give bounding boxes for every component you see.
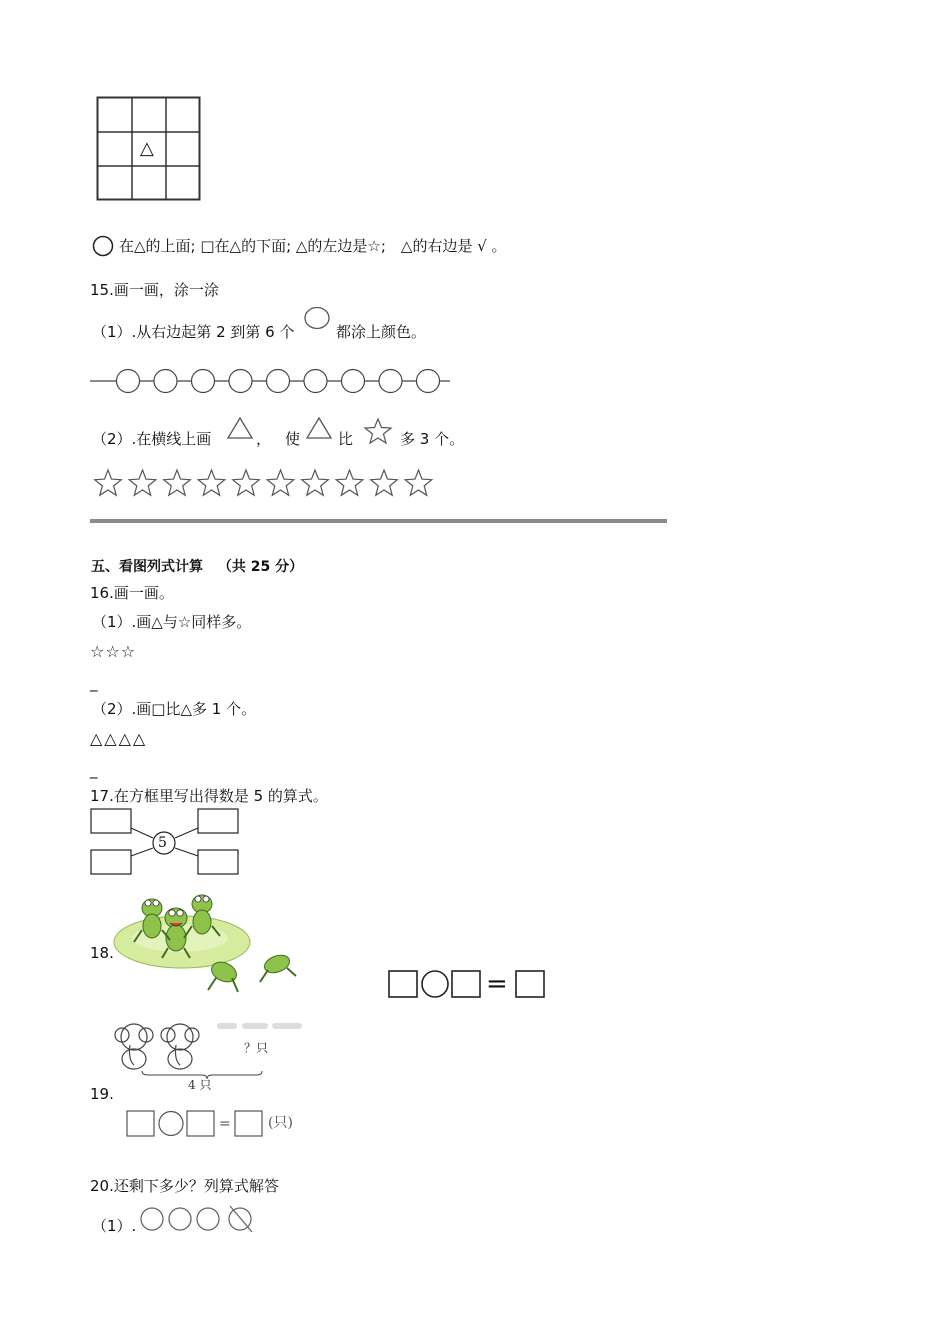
total-label: 4 只	[188, 1078, 212, 1092]
section-score: （共 25 分）	[217, 559, 304, 575]
section-title: 五、看图列式计算	[91, 559, 203, 575]
q16-part2-blank: _	[90, 761, 98, 779]
q15-part2-shi: 使	[285, 430, 301, 448]
q15-part2-prefix: （2）.在横线上画	[92, 430, 212, 448]
circle-row	[90, 367, 452, 395]
triangle-icon	[226, 416, 254, 440]
q20-part1: （1）.	[92, 1217, 137, 1235]
star-icon	[336, 470, 363, 495]
answer-box[interactable]	[516, 971, 544, 997]
star-row	[92, 469, 442, 497]
paint-circle[interactable]	[417, 370, 440, 393]
star-icon	[164, 470, 191, 495]
bond-center-number: 5	[158, 835, 167, 851]
star-icon	[267, 470, 294, 495]
paint-circle[interactable]	[117, 370, 140, 393]
q15-part1-suffix: 都涂上颜色。	[336, 323, 427, 341]
paint-circle[interactable]	[379, 370, 402, 393]
answer-box[interactable]	[452, 971, 480, 997]
q15-part2-comma: ，	[256, 430, 272, 448]
q18-label: 18.	[90, 944, 114, 962]
q14-instruction: 在△的上面; □在△的下面; △的左边是☆; △的右边是 √ 。	[119, 237, 507, 255]
star-icon	[198, 470, 225, 495]
question-label: ？只	[244, 1041, 269, 1055]
triangle-icon	[305, 416, 333, 440]
q17-title: 17.在方框里写出得数是 5 的算式。	[90, 787, 328, 805]
star-icon	[95, 470, 122, 495]
q16-part1-stars: ☆☆☆	[90, 642, 137, 661]
answer-box[interactable]	[389, 971, 417, 997]
q15-part2-bi: 比	[338, 430, 354, 448]
equals-sign: =	[219, 1116, 231, 1132]
q16-part2-triangles: △△△△	[90, 729, 148, 748]
paint-circle[interactable]	[154, 370, 177, 393]
elephants-illustration	[112, 1015, 312, 1095]
q20-title: 20.还剩下多少？列算式解答	[90, 1177, 279, 1195]
equals-sign: =	[486, 969, 508, 999]
q15-part1-prefix: （1）.从右边起第 2 到第 6 个	[92, 323, 295, 341]
paint-circle[interactable]	[304, 370, 327, 393]
circle-icon	[92, 235, 114, 257]
paint-circle[interactable]	[267, 370, 290, 393]
q16-part2: （2）.画□比△多 1 个。	[92, 700, 257, 718]
q19-label: 19.	[90, 1085, 114, 1103]
star-icon	[233, 470, 260, 495]
circle-icon	[303, 306, 331, 330]
section-heading	[91, 556, 303, 576]
frogs-illustration	[112, 890, 307, 1005]
q15-part2-suffix: 多 3 个。	[400, 430, 465, 448]
grid-triangle: △	[140, 138, 154, 159]
q16-part1-blank: _	[90, 674, 98, 692]
operator-circle[interactable]	[422, 971, 448, 997]
star-icon	[405, 470, 432, 495]
star-icon	[302, 470, 329, 495]
paint-circle[interactable]	[192, 370, 215, 393]
divider	[90, 519, 667, 523]
q15-title: 15.画一画，涂一涂	[90, 281, 219, 299]
star-icon	[362, 418, 394, 444]
q16-part1: （1）.画△与☆同样多。	[92, 613, 252, 631]
star-icon	[371, 470, 398, 495]
q16-title: 16.画一画。	[90, 584, 174, 602]
star-icon	[129, 470, 156, 495]
equation-template	[388, 970, 546, 998]
paint-circle[interactable]	[342, 370, 365, 393]
paint-circle[interactable]	[229, 370, 252, 393]
equation-template	[126, 1110, 266, 1138]
unit-label: (只)	[268, 1115, 293, 1131]
circles-crossed-illustration	[138, 1204, 260, 1234]
